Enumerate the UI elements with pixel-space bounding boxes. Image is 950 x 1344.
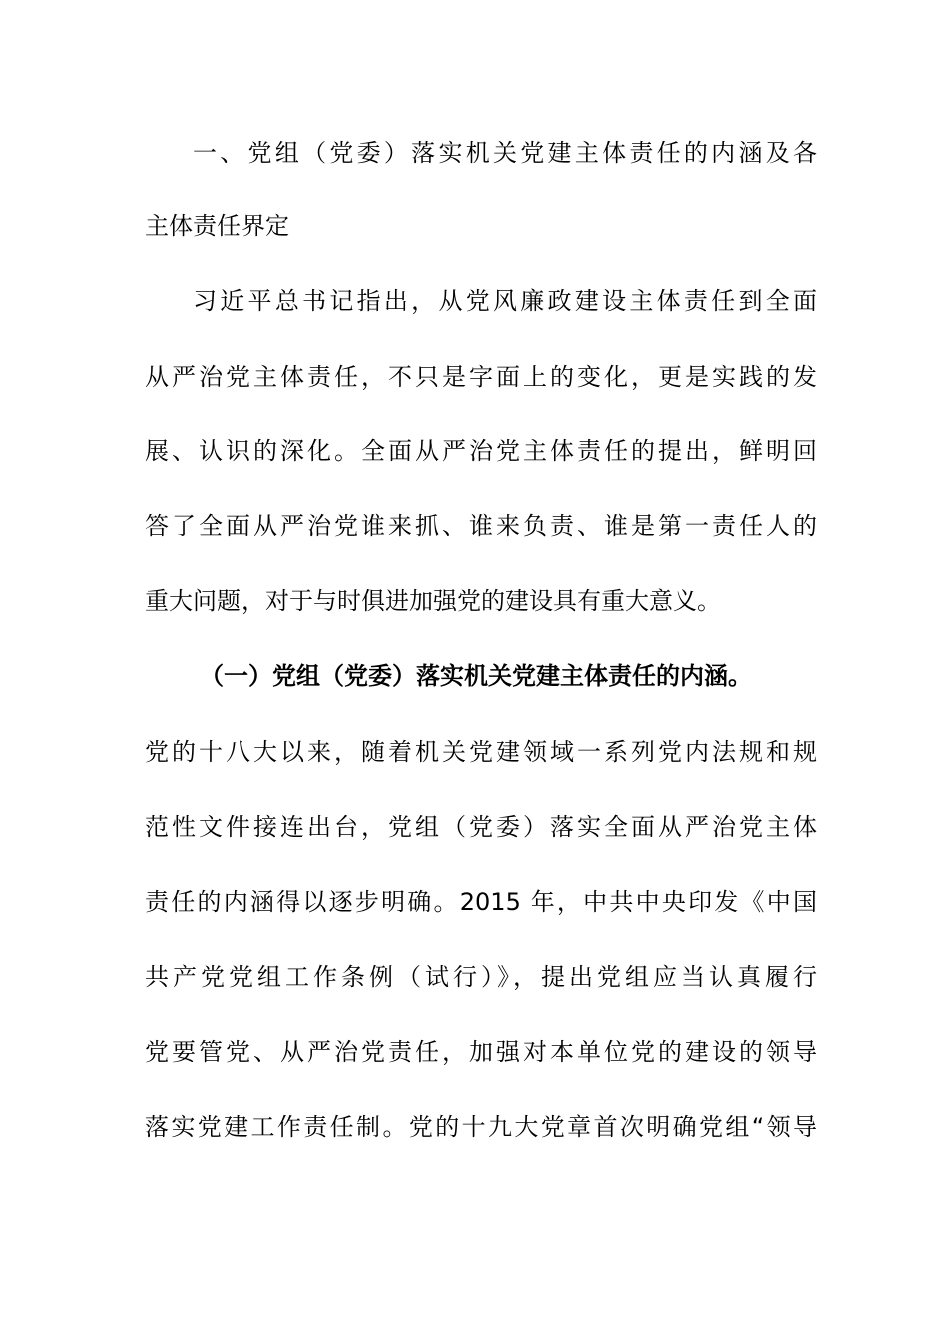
paragraph-line: 党的十八大以来，随着机关党建领域一系列党内法规和规 bbox=[145, 738, 817, 766]
paragraph-line: 从严治党主体责任，不只是字面上的变化，更是实践的发 bbox=[145, 363, 817, 391]
paragraph-line: 答了全面从严治党谁来抓、谁来负责、谁是第一责任人的 bbox=[145, 512, 817, 540]
paragraph-line: 党要管党、从严治党责任，加强对本单位党的建设的领导 bbox=[145, 1038, 817, 1066]
paragraph-line: 落实党建工作责任制。党的十九大党章首次明确党组“领导 bbox=[145, 1113, 817, 1141]
paragraph-line: 责任的内涵得以逐步明确。2015 年，中共中央印发《中国 bbox=[145, 888, 817, 916]
paragraph-line: 习近平总书记指出，从党风廉政建设主体责任到全面 bbox=[193, 287, 817, 315]
paragraph-line: 重大问题，对于与时俱进加强党的建设具有重大意义。 bbox=[145, 587, 721, 615]
subsection-heading: （一）党组（党委）落实机关党建主体责任的内涵。 bbox=[200, 662, 752, 690]
paragraph-line: 共产党党组工作条例（试行）》，提出党组应当认真履行 bbox=[145, 963, 817, 991]
paragraph-line: 范性文件接连出台，党组（党委）落实全面从严治党主体 bbox=[145, 813, 817, 841]
section-heading-line: 一、党组（党委）落实机关党建主体责任的内涵及各 bbox=[193, 139, 817, 167]
section-heading-line: 主体责任界定 bbox=[145, 212, 289, 240]
paragraph-line: 展、认识的深化。全面从严治党主体责任的提出，鲜明回 bbox=[145, 437, 817, 465]
